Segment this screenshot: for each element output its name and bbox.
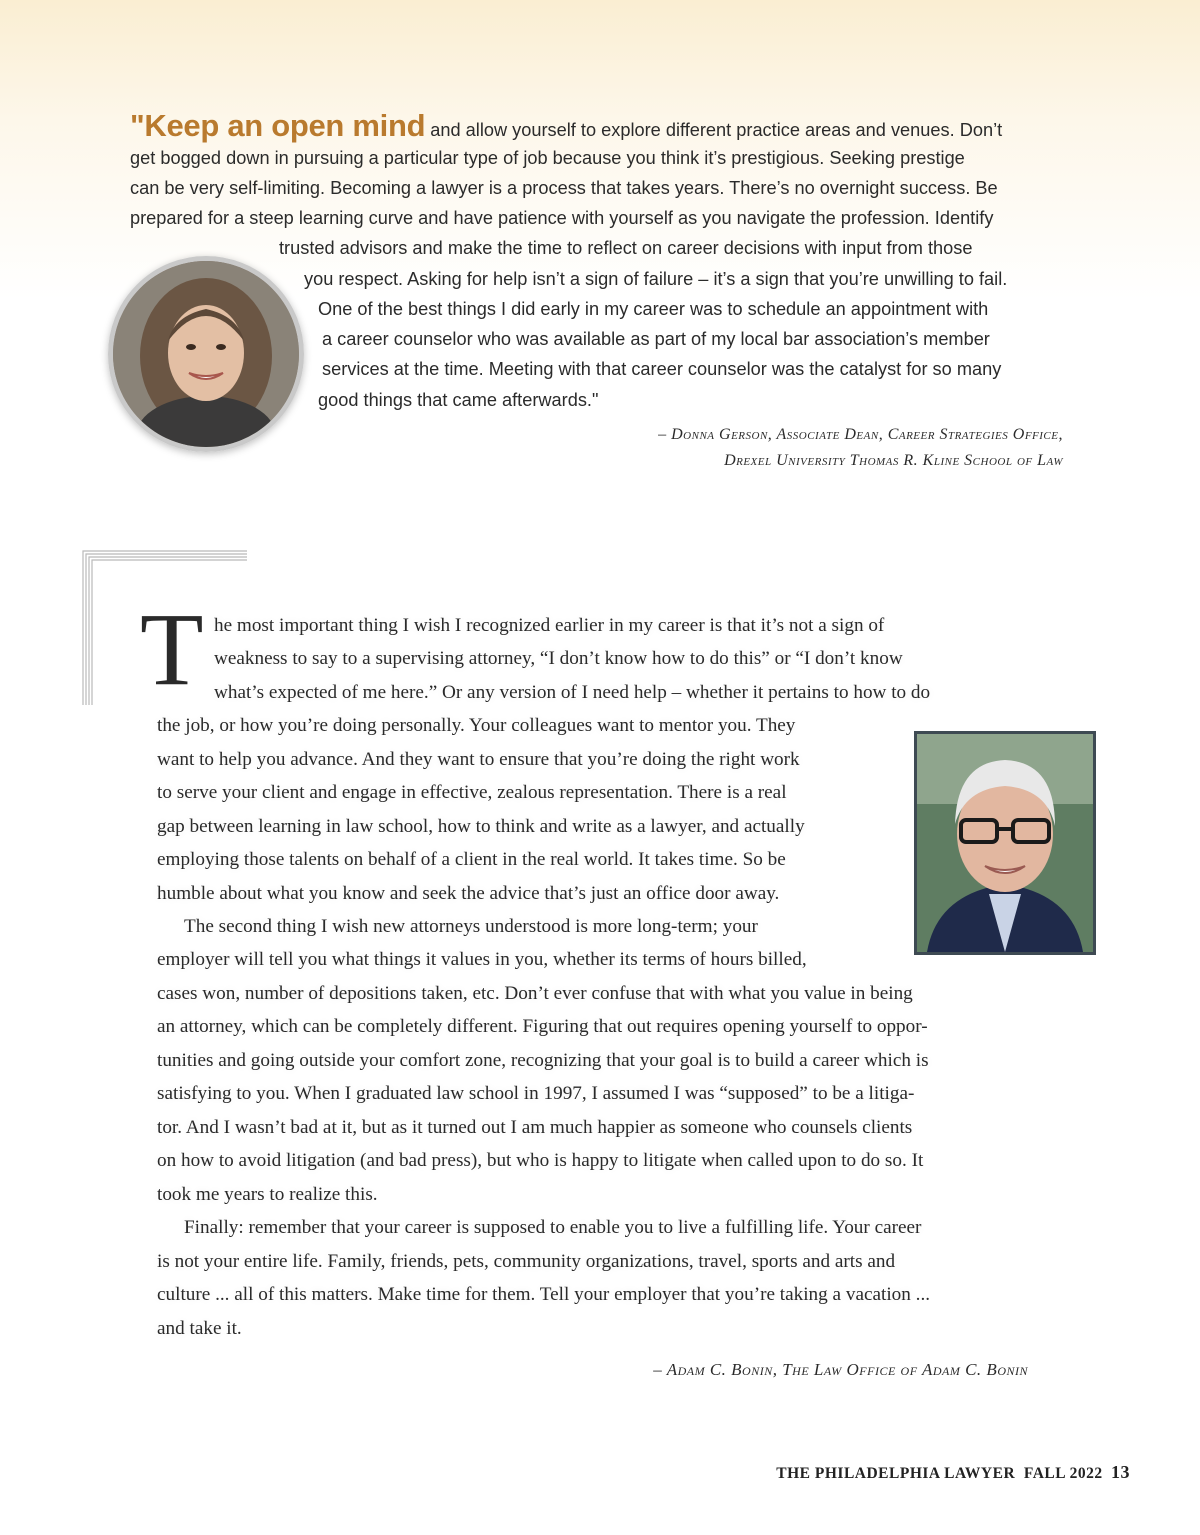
article-line: the job, or how you’re doing personally. Your colleagues want to mentor you. They <box>157 715 796 736</box>
gerson-attribution-line2: Drexel University Thomas R. Kline School of Law <box>724 452 1063 469</box>
quote-line: can be very self-limiting. Becoming a lawyer is a process that takes years. There’s no overnight success. Be <box>130 178 998 198</box>
quote-line: a career counselor who was available as part of my local bar association’s member <box>322 329 990 349</box>
bonin-attribution: – Adam C. Bonin, The Law Office of Adam C. Bonin <box>653 1360 1028 1379</box>
article-line: want to help you advance. And they want to ensure that you’re doing the right work <box>157 749 800 770</box>
quote-line: prepared for a steep learning curve and have patience with yourself as you navigate the profession. Identify <box>130 208 994 228</box>
article-line: he most important thing I wish I recognized earlier in my career is that it’s not a sign of <box>214 615 885 636</box>
article-line: employer will tell you what things it values in you, whether its terms of hours billed, <box>157 949 807 970</box>
page-footer <box>776 1462 1130 1483</box>
article-line: an attorney, which can be completely different. Figuring that out requires opening yourself to oppor- <box>157 1016 928 1037</box>
quote-line <box>130 108 1002 144</box>
article-line: tunities and going outside your comfort zone, recognizing that your goal is to build a career which is <box>157 1050 929 1071</box>
article-line: on how to avoid litigation (and bad press), but who is happy to litigate when called upon to do so. It <box>157 1150 924 1171</box>
bonin-portrait <box>914 731 1096 955</box>
gerson-attribution-line1: – Donna Gerson, Associate Dean, Career Strategies Office, <box>658 426 1063 443</box>
drop-cap: T <box>140 592 204 707</box>
article-line: cases won, number of depositions taken, etc. Don’t ever confuse that with what you value in being <box>157 983 913 1004</box>
quote-text: and allow yourself to explore different practice areas and venues. Don’t <box>425 120 1003 140</box>
article-line: Finally: remember that your career is supposed to enable you to live a fulfilling life. Your career <box>184 1217 922 1238</box>
article-line: gap between learning in law school, how to think and write as a lawyer, and actually <box>157 816 805 837</box>
article-line: and take it. <box>157 1318 242 1339</box>
article-line: culture ... all of this matters. Make time for them. Tell your employer that you’re taking a vacation ... <box>157 1284 931 1305</box>
quote-line: trusted advisors and make the time to reflect on career decisions with input from those <box>279 238 973 258</box>
quote-line: One of the best things I did early in my career was to schedule an appointment with <box>318 299 989 319</box>
gerson-portrait-image <box>113 261 299 447</box>
quote-line: good things that came afterwards." <box>318 390 599 410</box>
article-line: employing those talents on behalf of a client in the real world. It takes time. So be <box>157 849 786 870</box>
quote-line: you respect. Asking for help isn’t a sign of failure – it’s a sign that you’re unwilling to fail. <box>304 269 1008 289</box>
article-line: humble about what you know and seek the advice that’s just an office door away. <box>157 883 780 904</box>
article-line: what’s expected of me here.” Or any version of I need help – whether it pertains to how to do <box>214 682 931 703</box>
quote-line: services at the time. Meeting with that career counselor was the catalyst for so many <box>322 359 1002 379</box>
quote-lead: "Keep an open mind <box>130 108 426 143</box>
publication-name: THE PHILADELPHIA LAWYER FALL 2022 <box>776 1465 1103 1482</box>
quote-line: get bogged down in pursuing a particular type of job because you think it’s prestigious. Seeking prestige <box>130 148 965 168</box>
article-line: weakness to say to a supervising attorney, “I don’t know how to do this” or “I don’t know <box>214 648 903 669</box>
bonin-portrait-image <box>917 734 1093 952</box>
article-line: The second thing I wish new attorneys understood is more long-term; your <box>184 916 758 937</box>
article-line: satisfying to you. When I graduated law school in 1997, I assumed I was “supposed” to be a litiga- <box>157 1083 915 1104</box>
article-line: is not your entire life. Family, friends, pets, community organizations, travel, sports and arts and <box>157 1251 896 1272</box>
article-line: to serve your client and engage in effective, zealous representation. There is a real <box>157 782 787 803</box>
article-line: tor. And I wasn’t bad at it, but as it turned out I am much happier as someone who counsels clients <box>157 1117 913 1138</box>
page-number: 13 <box>1111 1462 1130 1482</box>
article-line: took me years to realize this. <box>157 1184 378 1205</box>
gerson-portrait <box>108 256 304 452</box>
